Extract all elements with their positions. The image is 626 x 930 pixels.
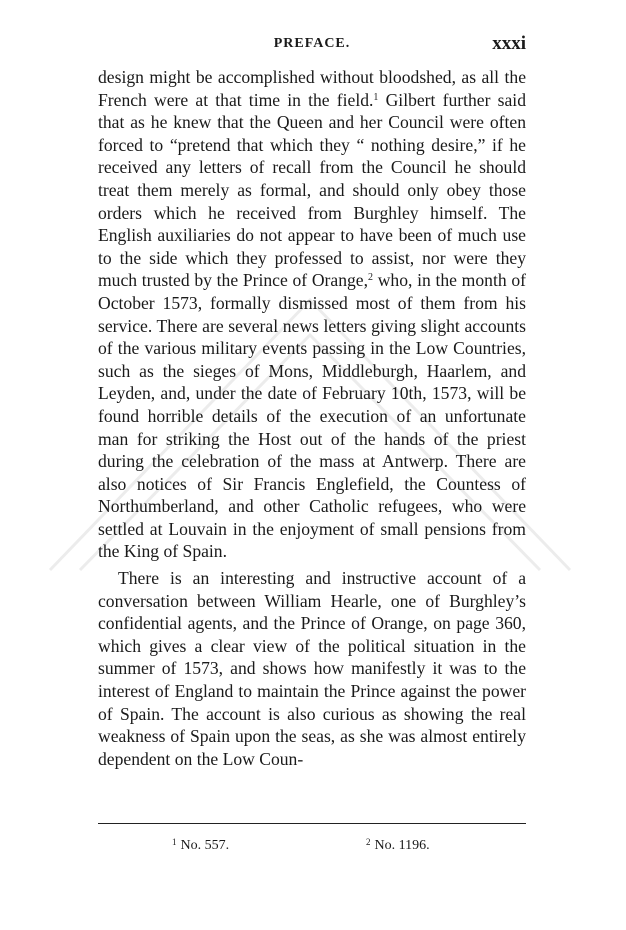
footnote-text: No. 1196. <box>374 838 430 853</box>
page-header <box>98 33 526 60</box>
text-run: There is an interesting and instructive account of a conversation between William Hearle, one of Burghley’s confidential agents, and the Prince of Orange, on page 360, which gives a clear view of the political situation in the summer of 1573, and shows how manifestly it was to the interest of England to maintain the Prince against the power of Spain. The account is also curious as showing the real weakness of Spain upon the seas, as she was almost entirely dependent on the Low Coun- <box>98 568 526 769</box>
text-run: Gilbert further said that as he knew that the Queen and her Council were often forced to “pretend that which they “ nothing desire,” if he received any letters of recall from the Council he should treat them merely as formal, and should only obey those orders which he received from Burghley himself. The English auxiliaries do not appear to have been of much use to the side which they professed to assist, nor were they much trusted by the Prince of Orange, <box>98 89 526 291</box>
running-head: PREFACE. <box>273 36 351 51</box>
footnote-text: No. 557. <box>180 838 230 853</box>
page-number: xxxi <box>492 33 526 54</box>
footnote-ref: 1 <box>373 91 379 103</box>
body-text <box>98 66 526 770</box>
footnote-mark: 1 <box>172 837 177 847</box>
footnote-rule <box>98 823 526 824</box>
text-run: who, in the month of October 1573, formally dismissed most of them from his service. There are several news letters giving slight accounts of the various military events passing in the Low Countries, such as the sieges of Mons, Middleburgh, Haarlem, and Leyden, and, under the date of February 10th, 1573, will be found horrible details of the execution of an unfortunate man for striking the Host out of the hands of the priest during the celebration of the mass at Antwerp. There are also notices of Sir Francis Englefield, the Countess of Northumberland, and other Catholic refugees, who were settled at Louvain in the enjoyment of small pensions from the King of Spain. <box>98 270 526 562</box>
footnote <box>366 838 430 854</box>
text-run: design might be accomplished without bloodshed, as all the French were at that time in the field. <box>98 67 526 110</box>
footnote-ref: 2 <box>368 272 374 284</box>
footnote-mark: 2 <box>366 837 371 847</box>
paragraph <box>98 567 526 770</box>
footnote <box>172 838 229 854</box>
paragraph <box>98 66 526 563</box>
